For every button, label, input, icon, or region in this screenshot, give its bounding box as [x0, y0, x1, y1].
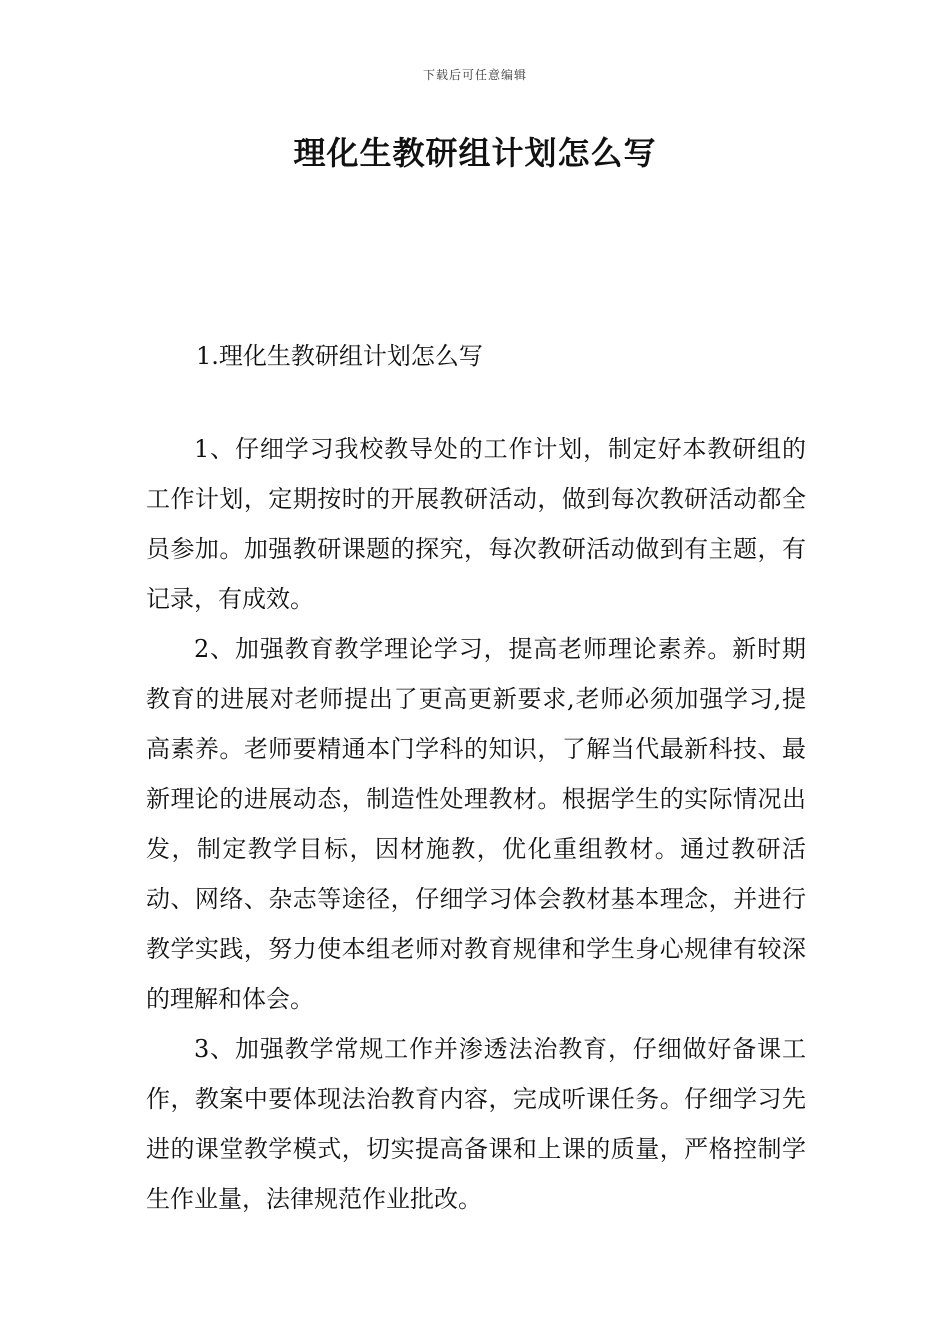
paragraph-1: 1、仔细学习我校教导处的工作计划，制定好本教研组的工作计划，定期按时的开展教研活动，做到每次教研活动都全员参加。加强教研课题的探究，每次教研活动做到有主题，有记录，有成效。 — [146, 435, 806, 613]
paragraph-2: 2、加强教育教学理论学习，提高老师理论素养。新时期教育的进展对老师提出了更高更新要求,老师必须加强学习,提高素养。老师要精通本门学科的知识，了解当代最新科技、最新理论的进展动态，制造性处理教材。根据学生的实际情况出发，制定教学目标，因材施教，优化重组教材。通过教研活动、网络、杂志等途径，仔细学习体会教材基本理念，并进行教学实践，努力使本组老师对教育规律和学生身心规律有较深的理解和体会。 — [146, 635, 806, 1013]
page-title: 理化生教研组计划怎么写 — [293, 134, 657, 172]
section-heading: 1.理化生教研组计划怎么写 — [196, 342, 483, 370]
paragraph-3: 3、加强教学常规工作并渗透法治教育，仔细做好备课工作，教案中要体现法治教育内容，完成听课任务。仔细学习先进的课堂教学模式，切实提高备课和上课的质量，严格控制学生作业量，法律规范作业批改。 — [146, 1035, 806, 1213]
header-note: 下载后可任意编辑 — [422, 68, 527, 82]
document-body — [146, 424, 806, 1224]
